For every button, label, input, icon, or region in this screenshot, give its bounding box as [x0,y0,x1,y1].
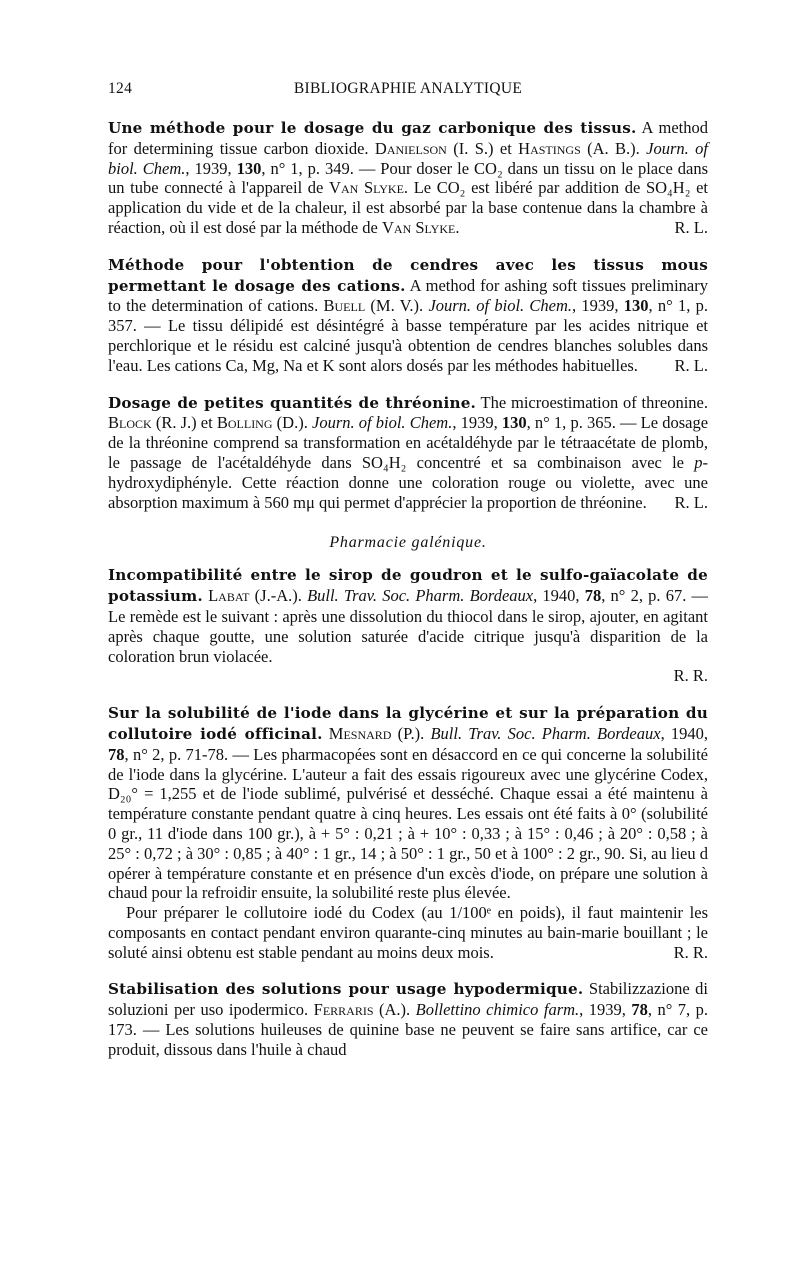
section-heading: Pharmacie galénique. [329,534,487,552]
entry-title: Méthode pour l'obtention de cendres avec les tissus mous permettant le dosage des cations. [108,255,708,295]
signature: R. R. [673,942,708,962]
signature: R. R. [673,666,708,686]
author-name: Hastings [518,138,581,158]
entry-title: Dosage de petites quantités de thréonine. [108,393,477,412]
author-name: Van Slyke [382,217,456,237]
journal-name: Bull. Trav. Soc. Pharm. Bordeaux [430,723,661,743]
volume: 130 [623,296,649,316]
author-name: Bolling [216,413,273,433]
abstract-entry: Incompatibilité entre le sirop de goudron et le sulfo-gaïacolate de potassium. Labat (J.-A.). Bull. Trav. Soc. Pharm. Bordeaux, 1940, 78, n° 2, p. 67. — Le remède est le suivant : après une dissolution du thiocol dans le sirop, ajouter, en agitant après chaque goutte, une solution saturée d'acide citrique jusqu'à disparition de la coloration brun violacée. [108,566,708,666]
abstract-paragraph: Pour préparer le collutoire iodé du Codex (au 1/100ᵉ en poids), il faut maintenir les composants en contact pendant environ quarante-cinq minutes au bain-marie bouillant ; le soluté ainsi obtenu est stable pendant au moins deux mois. R. R. [108,903,708,962]
abstract-entry: Une méthode pour le dosage du gaz carbonique des tissus. A method for determining tissue carbon dioxide. Danielson (I. S.) et Hastings (A. B.). Journ. of biol. Chem., 1939, 130, n° 1, p. 349. — Pour doser le CO₂ dans un tissu on le place dans un tube connecté à l'appareil de Van Slyke. Le CO₂ est libéré par addition de SO₄H₂ et application du vide et de la chaleur, il est absorbé par la base contenue dans la chambre à réaction, où il est dosé par la méthode de Van Slyke. R. L. [108,118,709,237]
signature: R. L. [674,217,708,237]
entry-title: Incompatibilité entre le sirop de goudron et le sulfo-gaïacolate de potassium. [108,566,708,606]
journal-name: Journ. of biol. Chem. [428,296,573,316]
page-number: 124 [108,80,133,97]
page [108,80,708,1060]
author-name: Labat [208,586,250,606]
signature: R. L. [674,492,708,512]
abstract-entry: Sur la solubilité de l'iode dans la glycérine et sur la préparation du collutoire iodé officinal. Mesnard (P.). Bull. Trav. Soc. Pharm. Bordeaux, 1940, 78, n° 2, p. 71-78. — Les pharmacopées sont en désaccord en ce qui concerne la solubilité de l'iode dans la glycérine. L'auteur a fait des essais rigoureux avec une glycérine Codex, D₂₀° = 1,255 et de l'iode sublimé, pulvérisé et desséché. Chaque essai a été maintenu à température constante pendant quatre à cinq heures. Les essais ont été faits à 0° (solubilité 0 gr., 11 d'iode dans 100 gr.), à + 5° : 0,21 ; à + 10° : 0,33 ; à 15° : 0,46 ; à 20° : 0,58 ; à 25° : 0,72 ; à 30° : 0,85 ; à 40° : 1 gr., 14 ; à 50° : 1 gr., 50 et à 100° : 2 gr., 90. Si, au lieu d opérer à température constante et en présence d'un excès d'iode, on prépare une solution à chaud pour la refroidir ensuite, la solubilité reste plus élevée. [108,704,709,903]
entry-title: Sur la solubilité de l'iode dans la glycérine et sur la préparation du collutoire iodé officinal. [108,704,708,743]
author-name: Danielson [374,138,447,158]
abstract-entry: Méthode pour l'obtention de cendres avec les tissus mous permettant le dosage des cations. A method for ashing soft tissues preliminary to the determination of cations. Buell (M. V.). Journ. of biol. Chem., 1939, 130, n° 1, p. 357. — Le tissu délipidé est désintégré à basse température par les acides nitrique et perchlorique et le résidu est calciné jusqu'à obtention de cendres blanches solubles dans l'eau. Les cations Ca, Mg, Na et K sont alors dosés par les méthodes habituelles. R. L. [108,255,709,375]
volume: 78 [108,744,125,764]
abstract-entry: Stabilisation des solutions pour usage hypodermique. Stabilizzazione di soluzioni per uso ipodermico. Ferraris (A.). Bollettino chimico farm., 1939, 78, n° 7, p. 173. — Les solutions huileuses de quinine base ne peuvent se faire sans artifice, car ce produit, dissous dans l'huile à chaud [108,979,708,1059]
abstract-entry: Dosage de petites quantités de thréonine. The microestimation of threonine. Block (R. J.) et Bolling (D.). Journ. of biol. Chem., 1939, 130, n° 1, p. 365. — Le dosage de la thréonine comprend sa transformation en acétaldéhyde par le tétraacétate de plomb, le passage de l'acétaldéhyde dans SO₄H₂ concentré et sa combinaison avec le p-hydroxydiphényle. Cette réaction donne une coloration rouge ou violette, avec une absorption maximum à 560 mμ qui permet d'apprécier la proportion de thréonine. R. L. [108,392,709,512]
chemical-prefix: p [694,452,703,472]
author-name: Block [108,413,152,433]
journal-name: Journ. of biol. Chem. [108,138,708,178]
journal-name: Bull. Trav. Soc. Pharm. Bordeaux [307,586,534,606]
running-header [108,80,708,104]
volume: 78 [584,586,602,606]
author-name: Ferraris [313,1000,374,1020]
journal-name: Bollettino chimico farm. [415,1000,580,1020]
journal-name: Journ. of biol. Chem. [312,413,453,433]
volume: 78 [631,1000,648,1020]
running-title: BIBLIOGRAPHIE ANALYTIQUE [293,80,523,97]
author-name: Buell [323,296,366,316]
author-name: Van Slyke [329,178,404,198]
entry-title: Une méthode pour le dosage du gaz carbonique des tissus. [108,119,637,137]
signature: R. L. [674,355,708,375]
volume: 130 [236,158,262,178]
author-name: Mesnard [328,723,392,743]
entry-title: Stabilisation des solutions pour usage hypodermique. [108,980,584,999]
volume: 130 [501,413,527,433]
